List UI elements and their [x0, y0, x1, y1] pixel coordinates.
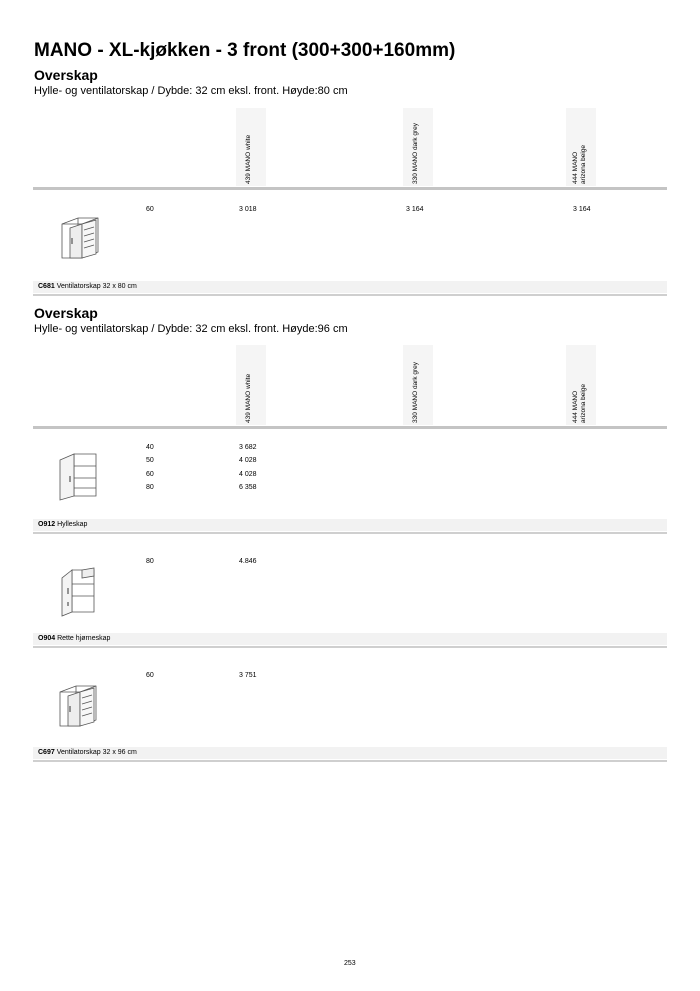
page-number: 253: [344, 960, 356, 967]
product-rule: [33, 532, 667, 534]
price-cell: 3 164: [573, 206, 591, 213]
product-code: C697: [38, 749, 55, 756]
column-header-dark-grey: 330 MANO dark grey: [403, 345, 433, 425]
ventilator-cabinet-icon: [56, 214, 106, 260]
product-name: Ventilatorskap 32 x 96 cm: [56, 749, 137, 756]
product-bar: [33, 633, 667, 645]
header-rule: [33, 426, 667, 429]
width-cell: 60: [146, 471, 154, 478]
product-code: C681: [38, 283, 55, 290]
section-subtitle: Hylle- og ventilatorskap / Dybde: 32 cm eksl. front. Høyde:96 cm: [34, 323, 348, 335]
price-cell: 3 164: [406, 206, 424, 213]
width-cell: 60: [146, 672, 154, 679]
product-rule: [33, 294, 667, 296]
section-title: Overskap: [34, 305, 98, 321]
product-rule: [33, 646, 667, 648]
column-header-dark-grey: 330 MANO dark grey: [403, 108, 433, 186]
product-label: [38, 635, 110, 642]
ventilator-cabinet-icon: [54, 682, 104, 728]
width-cell: 50: [146, 457, 154, 464]
column-header-arizona-beige: 444 MANO arizona beige: [566, 108, 596, 186]
width-cell: 80: [146, 484, 154, 491]
product-name: Hylleskap: [57, 521, 88, 528]
product-label: [38, 749, 137, 756]
price-cell: 4 028: [239, 471, 257, 478]
product-name: Ventilatorskap 32 x 80 cm: [56, 283, 137, 290]
header-rule: [33, 187, 667, 190]
section-title: Overskap: [34, 67, 98, 83]
column-header-arizona-beige: 444 MANO arizona beige: [566, 345, 596, 425]
width-cell: 40: [146, 444, 154, 451]
product-bar: [33, 519, 667, 531]
width-cell: 60: [146, 206, 154, 213]
price-cell: 3 682: [239, 444, 257, 451]
product-code: O912: [38, 521, 56, 528]
product-label: [38, 283, 137, 290]
price-cell: 3 018: [239, 206, 257, 213]
column-header-white: 439 MANO white: [236, 108, 266, 186]
product-code: O904: [38, 635, 56, 642]
price-cell: 3 751: [239, 672, 257, 679]
section-subtitle: Hylle- og ventilatorskap / Dybde: 32 cm eksl. front. Høyde:80 cm: [34, 85, 348, 97]
page-title: MANO - XL-kjøkken - 3 front (300+300+160mm): [34, 40, 456, 61]
product-label: [38, 521, 87, 528]
product-name: Rette hjørneskap: [57, 635, 111, 642]
width-cell: 80: [146, 558, 154, 565]
price-cell: 6 358: [239, 484, 257, 491]
price-cell: 4 028: [239, 457, 257, 464]
shelf-cabinet-icon: [54, 450, 104, 502]
product-rule: [33, 760, 667, 762]
column-header-white: 439 MANO white: [236, 345, 266, 425]
price-cell: 4.846: [239, 558, 257, 565]
corner-cabinet-icon: [54, 566, 104, 618]
